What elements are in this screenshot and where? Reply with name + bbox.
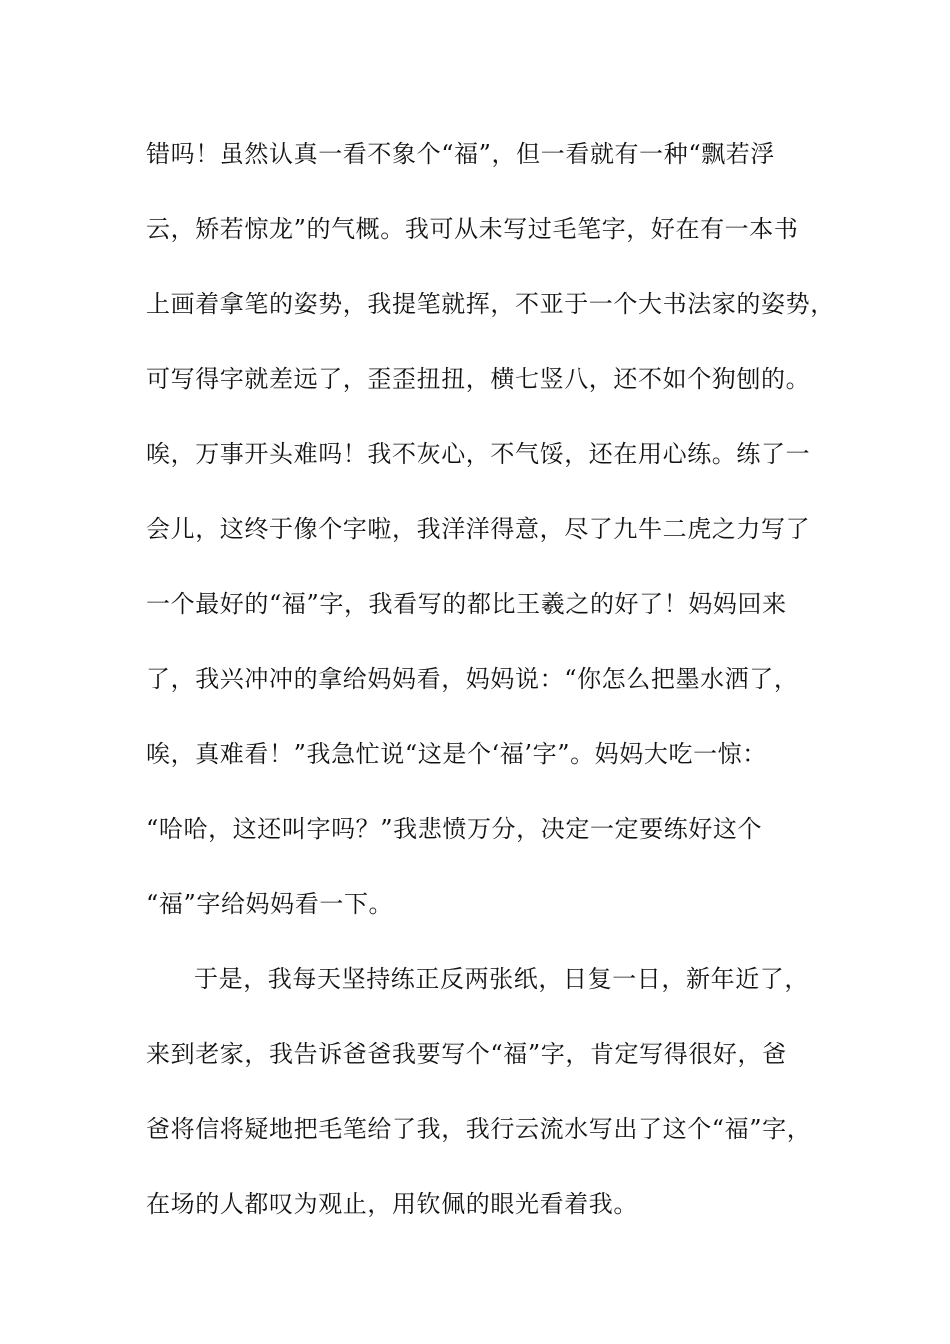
- text-line: 云，矫若惊龙”的气概。我可从未写过毛笔字，好在有一本书: [146, 215, 799, 243]
- text-line: 会儿，这终于像个字啦，我洋洋得意，尽了九牛二虎之力写了: [146, 515, 811, 543]
- text-line: 错吗！虽然认真一看不象个“福”，但一看就有一种“飘若浮: [146, 140, 776, 168]
- text-line: 唉，万事开头难吗！我不灰心，不气馁，还在用心练。练了一: [146, 440, 811, 468]
- text-line: 了，我兴冲冲的拿给妈妈看，妈妈说：“你怎么把墨水洒了，: [146, 665, 799, 693]
- text-line: 上画着拿笔的姿势，我提笔就挥，不亚于一个大书法家的姿势，: [146, 290, 835, 318]
- text-line: 爸将信将疑地把毛笔给了我，我行云流水写出了这个“福”字，: [146, 1115, 812, 1143]
- paragraph-first-line: 于是，我每天坚持练正反两张纸，日复一日，新年近了，: [194, 965, 809, 993]
- text-line: “哈哈，这还叫字吗？”我悲愤万分，决定一定要练好这个: [146, 815, 763, 843]
- text-line: 一个最好的“福”字，我看写的都比王羲之的好了！妈妈回来: [146, 590, 787, 618]
- text-line: 可写得字就差远了，歪歪扭扭，横七竖八，还不如个狗刨的。: [146, 365, 811, 393]
- text-line: 来到老家，我告诉爸爸我要写个“福”字，肯定写得很好，爸: [146, 1040, 787, 1068]
- text-line: 唉，真难看！”我急忙说“这是个‘福’字”。妈妈大吃一惊：: [146, 740, 767, 768]
- text-line: 在场的人都叹为观止，用钦佩的眼光看着我。: [146, 1190, 638, 1218]
- text-line: “福”字给妈妈看一下。: [146, 890, 394, 918]
